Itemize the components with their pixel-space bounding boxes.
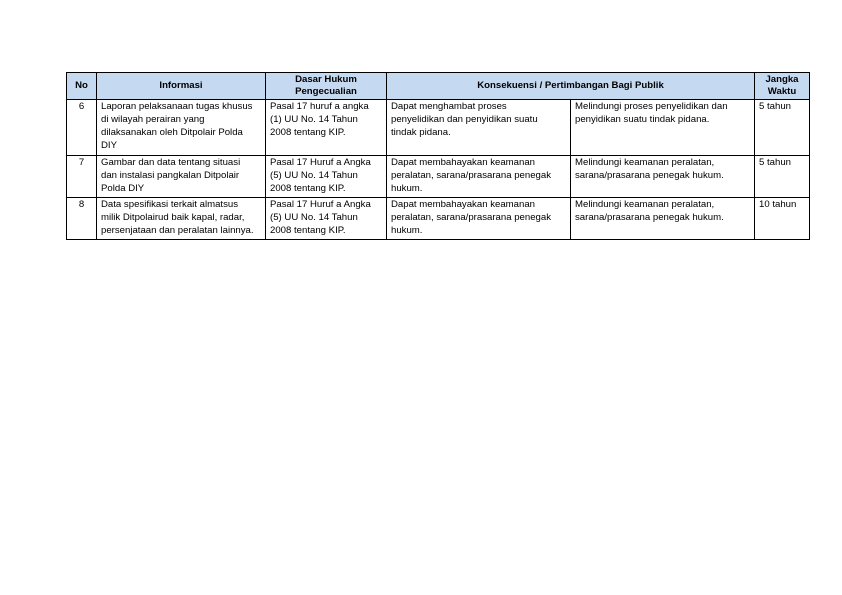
informasi-cell: Laporan pelaksanaan tugas khusus di wilayah perairan yang dilaksanakan oleh Ditpolair Polda DIY bbox=[97, 100, 266, 156]
konsekuensi-cell: Dapat membahayakan keamanan peralatan, sarana/prasarana penegak hukum. bbox=[387, 156, 571, 198]
konsekuensi-cell: Dapat membahayakan keamanan peralatan, sarana/prasarana penegak hukum. bbox=[387, 198, 571, 240]
dasar-hukum-cell: Pasal 17 Huruf a Angka (5) UU No. 14 Tahun 2008 tentang KIP. bbox=[266, 198, 387, 240]
pertimbangan-cell: Melindungi proses penyelidikan dan penyidikan suatu tindak pidana. bbox=[571, 100, 755, 156]
informasi-cell: Data spesifikasi terkait almatsus milik Ditpolairud baik kapal, radar, persenjataan dan peralatan lainnya. bbox=[97, 198, 266, 240]
informasi-cell: Gambar dan data tentang situasi dan instalasi pangkalan Ditpolair Polda DIY bbox=[97, 156, 266, 198]
header-jangka-waktu: Jangka Waktu bbox=[755, 73, 810, 100]
header-dasar-hukum: Dasar Hukum Pengecualian bbox=[266, 73, 387, 100]
dasar-hukum-cell: Pasal 17 huruf a angka (1) UU No. 14 Tahun 2008 tentang KIP. bbox=[266, 100, 387, 156]
dasar-hukum-cell: Pasal 17 Huruf a Angka (5) UU No. 14 Tahun 2008 tentang KIP. bbox=[266, 156, 387, 198]
table-row bbox=[67, 198, 810, 240]
row-number-cell: 7 bbox=[67, 156, 97, 198]
jangka-waktu-cell: 10 tahun bbox=[755, 198, 810, 240]
jangka-waktu-cell: 5 tahun bbox=[755, 156, 810, 198]
exempt-information-table bbox=[66, 72, 810, 240]
row-number-cell: 8 bbox=[67, 198, 97, 240]
header-no: No bbox=[67, 73, 97, 100]
pertimbangan-cell: Melindungi keamanan peralatan, sarana/prasarana penegak hukum. bbox=[571, 198, 755, 240]
table-header-row bbox=[67, 73, 810, 100]
row-number-cell: 6 bbox=[67, 100, 97, 156]
jangka-waktu-cell: 5 tahun bbox=[755, 100, 810, 156]
pertimbangan-cell: Melindungi keamanan peralatan, sarana/prasarana penegak hukum. bbox=[571, 156, 755, 198]
header-informasi: Informasi bbox=[97, 73, 266, 100]
table-row bbox=[67, 156, 810, 198]
table-row bbox=[67, 100, 810, 156]
konsekuensi-cell: Dapat menghambat proses penyelidikan dan penyidikan suatu tindak pidana. bbox=[387, 100, 571, 156]
header-konsekuensi: Konsekuensi / Pertimbangan Bagi Publik bbox=[387, 73, 755, 100]
